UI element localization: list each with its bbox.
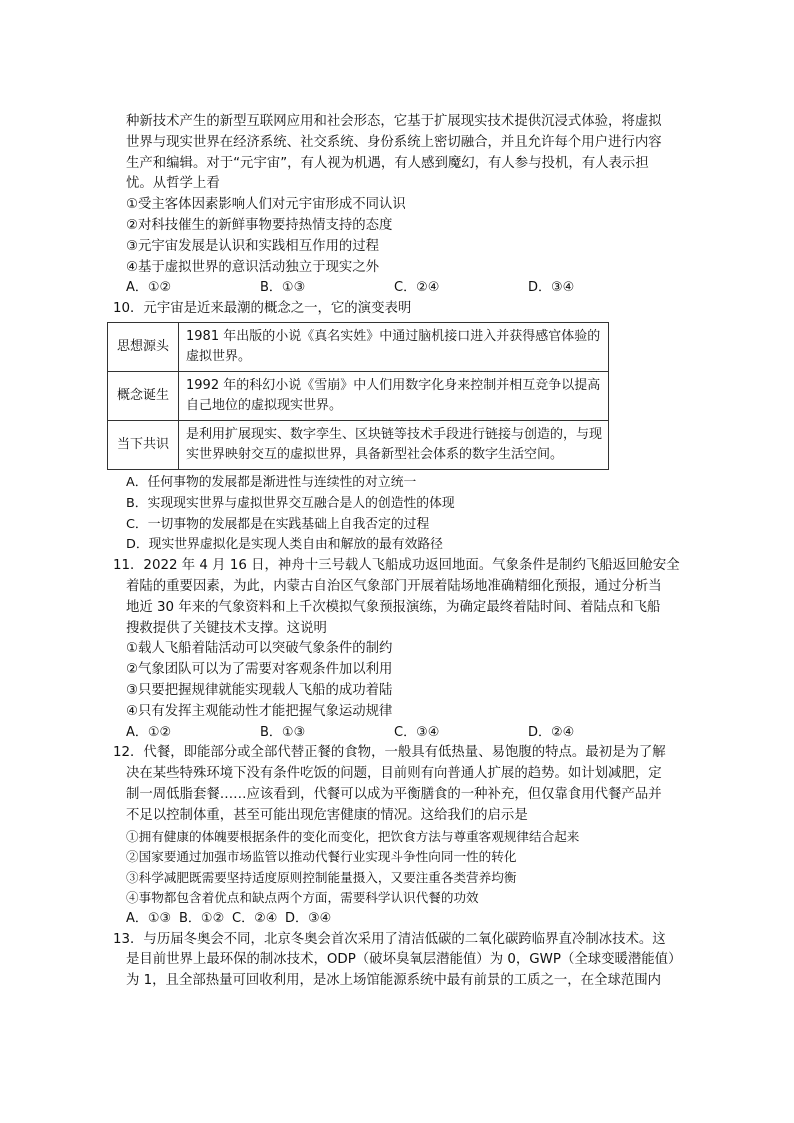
question-10-choice-c: C．一切事物的发展都是在实践基础上自我否定的过程 — [126, 516, 430, 532]
question-11-stem-line: 搜救提供了关键技术支撑。这说明 — [126, 620, 327, 636]
question-12-item: ③科学减肥既需要坚持适度原则控制能量摄入，又要注重各类营养均衡 — [126, 869, 517, 885]
option-d: D．②④ — [528, 724, 575, 740]
table-row-text: 1981 年出版的小说《真名实姓》中通过脑机接口进入并获得感官体验的虚拟世界。 — [179, 322, 609, 371]
question-10-stem: 10．元宇宙是近来最潮的概念之一，它的演变表明 — [113, 301, 412, 317]
option-d: D．③④ — [528, 280, 575, 296]
question-11-stem-line: 着陆的重要因素，为此，内蒙古自治区气象部门开展着陆场地准确精细化预报，通过分析当 — [126, 578, 662, 594]
question-13-stem-line: 为 1，且全部热量可回收利用，是冰上场馆能源系统中最有前景的工质之一，在全球范围内 — [126, 973, 662, 989]
question-11-options — [113, 723, 685, 744]
question-9-stem-line: 生产和编辑。对于“元宇宙”，有人视为机遇，有人感到魔幻，有人参与投机，有人表示担 — [126, 155, 649, 171]
table-row — [108, 420, 609, 469]
option-a: A．①② — [126, 724, 172, 740]
question-11-item: ②气象团队可以为了需要对客观条件加以利用 — [126, 662, 393, 678]
question-9-item: ③元宇宙发展是认识和实践相互作用的过程 — [126, 238, 380, 254]
question-13-stem-line: 13．与历届冬奥会不同，北京冬奥会首次采用了清洁低碳的二氧化碳跨临界直冷制冰技术。这 — [113, 931, 666, 947]
question-9-item: ④基于虚拟世界的意识活动独立于现实之外 — [126, 259, 380, 275]
table-row-label: 概念诞生 — [108, 371, 179, 420]
concept-evolution-table — [107, 322, 609, 470]
question-9-item: ②对科技催生的新鲜事物要持热情支持的态度 — [126, 217, 393, 233]
question-11-item: ④只有发挥主观能动性才能把握气象运动规律 — [126, 703, 393, 719]
question-9-item: ①受主客体因素影响人们对元宇宙形成不同认识 — [126, 197, 406, 213]
question-11-stem-line: 地近 30 年来的气象资料和上千次模拟气象预报演练，为确定最终着陆时间、着陆点和飞船 — [126, 599, 661, 615]
option-c: C．②④ — [232, 910, 278, 926]
option-d: D．③④ — [285, 910, 332, 926]
question-12-item: ①拥有健康的体魄要根据条件的变化而变化，把饮食方法与尊重客观规律结合起来 — [126, 828, 580, 844]
option-a: A．①③ — [126, 910, 172, 926]
table-row — [108, 322, 609, 371]
table-row-label: 思想源头 — [108, 322, 179, 371]
question-10-choice-a: A．任何事物的发展都是渐进性与连续性的对立统一 — [126, 474, 417, 490]
table-row-text: 1992 年的科幻小说《雪崩》中人们用数字化身来控制并相互竞争以提高自己地位的虚拟现实世界。 — [179, 371, 609, 420]
question-12-stem-line: 决在某些特殊环境下没有条件吃饭的问题，目前则有向普通人扩展的趋势。如计划减肥，定 — [126, 766, 662, 782]
option-c: C．③④ — [394, 724, 440, 740]
question-10-choice-b: B．实现现实世界与虚拟世界交互融合是人的创造性的体现 — [126, 495, 455, 511]
option-a: A．①② — [126, 280, 172, 296]
table-row — [108, 371, 609, 420]
option-b: B．①③ — [260, 724, 306, 740]
question-12-stem-line: 12．代餐，即能部分或全部代替正餐的食物，一般具有低热量、易饱腹的特点。最初是为了解 — [113, 745, 666, 761]
question-12-stem-line: 不足以控制体重，甚至可能出现危害健康的情况。这给我们的启示是 — [126, 807, 528, 823]
question-11-item: ③只要把握规律就能实现载人飞船的成功着陆 — [126, 682, 393, 698]
question-9-stem-line: 忧。从哲学上看 — [126, 176, 220, 192]
question-11 — [113, 556, 685, 743]
question-9-stem-line: 种新技术产生的新型互联网应用和社会形态，它基于扩展现实技术提供沉浸式体验，将虚拟 — [126, 114, 662, 129]
question-12-stem-line: 制一周低脂套餐……应该看到，代餐可以成为平衡膳食的一种补充，但仅靠食用代餐产品并 — [126, 786, 662, 802]
table-row-text: 是利用扩展现实、数字孪生、区块链等技术手段进行链接与创造的，与现实世界映射交互的虚拟世界，具备新型社会体系的数字生活空间。 — [179, 420, 609, 469]
question-9-options — [113, 278, 685, 299]
question-9 — [113, 112, 685, 299]
question-12-item: ②国家要通过加强市场监管以推动代餐行业实现斗争性向同一性的转化 — [126, 849, 517, 865]
question-11-item: ①载人飞船着陆活动可以突破气象条件的制约 — [126, 641, 393, 657]
question-12-item: ④事物都包含着优点和缺点两个方面，需要科学认识代餐的功效 — [126, 890, 479, 906]
option-b: B．①② — [179, 910, 225, 926]
question-12 — [113, 743, 685, 929]
option-b: B．①③ — [260, 280, 306, 296]
question-13-stem-line: 是目前世界上最环保的制冰技术，ODP（破坏臭氧层潜能值）为 0，GWP（全球变暖潜能值） — [126, 952, 682, 968]
page-content — [113, 112, 685, 992]
question-13 — [113, 930, 685, 992]
question-11-stem-line: 11．2022 年 4 月 16 日，神舟十三号载人飞船成功返回地面。气象条件是制约飞船返回舱安全 — [113, 558, 680, 574]
question-12-options — [113, 909, 685, 930]
question-10 — [113, 299, 685, 556]
option-c: C．②④ — [394, 280, 440, 296]
question-10-choice-d: D．现实世界虚拟化是实现人类自由和解放的最有效路径 — [126, 537, 443, 553]
question-9-stem-line: 世界与现实世界在经济系统、社交系统、身份系统上密切融合，并且允许每个用户进行内容 — [126, 134, 662, 150]
table-row-label: 当下共识 — [108, 420, 179, 469]
